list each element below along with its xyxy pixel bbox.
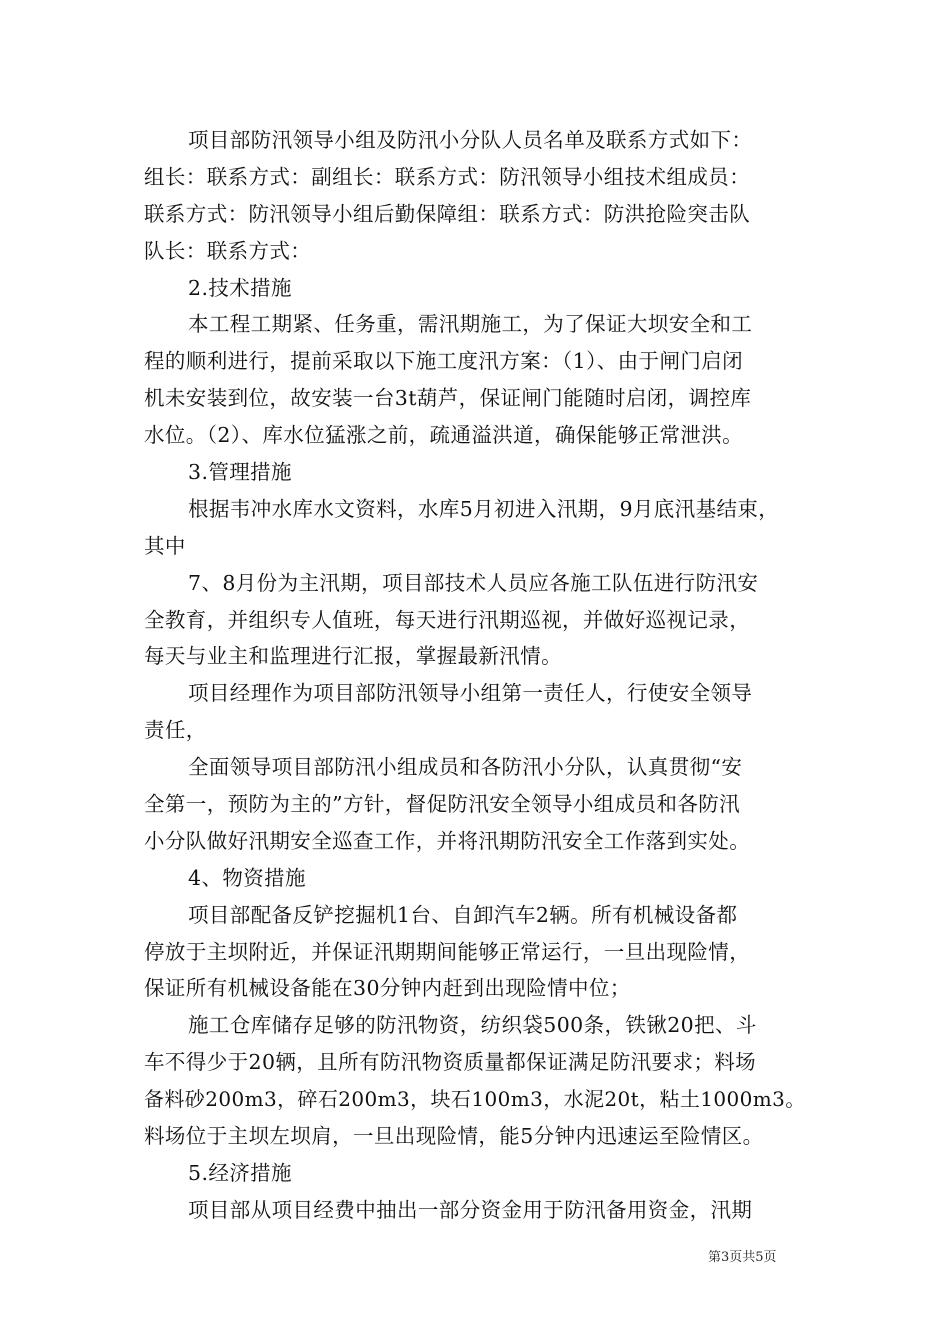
text-line: 2.技术措施 [188,275,292,300]
text-line: 全第一，预防为主的”方针，督促防汛安全领导小组成员和各防汛 [144,792,741,817]
text-line: 项目部防汛领导小组及防汛小分队人员名单及联系方式如下： [188,128,753,152]
text-line: 7、8月份为主汛期，项目部技术人员应各施工队伍进行防汛安 [188,570,759,595]
text-line: 车不得少于20辆，且所有防汛物资质量都保证满足防汛要求；料场 [144,1050,757,1075]
text-line: 程的顺利进行，提前采取以下施工度汛方案：（1）、由于闸门启闭 [144,349,744,374]
text-line: 本工程工期紧、任务重，需汛期施工，为了保证大坝安全和工 [188,312,753,337]
text-line: 5.经济措施 [188,1160,292,1185]
text-line: 项目部从项目经费中抽出一部分资金用于防汛备用资金，汛期 [188,1197,753,1222]
text-line: 项目部配备反铲挖掘机1台、自卸汽车2辆。所有机械设备都 [188,902,738,927]
text-line: 全面领导项目部防汛小组成员和各防汛小分队，认真贯彻“安 [188,755,743,780]
text-line: 机未安装到位，故安装一台3t葫芦，保证闸门能随时启闭，调控库 [144,386,752,411]
text-line: 料场位于主坝左坝肩，一旦出现险情，能5分钟内迅速运至险情区。 [144,1124,764,1149]
text-line: 全教育，并组织专人值班，每天进行汛期巡视，并做好巡视记录， [144,607,751,632]
text-line: 联系方式：防汛领导小组后勤保障组：联系方式：防洪抢险突击队 [144,201,751,226]
text-line: 根据韦冲水库水文资料，水库5月初进入汛期，9月底汛基结束， [188,496,780,521]
text-line: 队长：联系方式： [144,238,312,263]
text-line: 3.管理措施 [188,460,292,485]
text-line: 停放于主坝附近，并保证汛期期间能够正常运行，一旦出现险情， [144,939,751,964]
text-line: 水位。（2）、库水位猛涨之前，疏通溢洪道，确保能够正常泄洪。 [144,423,744,448]
text-line: 小分队做好汛期安全巡查工作，并将汛期防汛安全工作落到实处。 [144,828,751,853]
text-line: 责任， [144,718,207,743]
document-body [144,122,808,1229]
text-line: 项目经理作为项目部防汛领导小组第一责任人，行使安全领导 [188,681,753,706]
text-line: 组长：联系方式：副组长：联系方式：防汛领导小组技术组成员： [144,164,751,189]
text-line: 施工仓库储存足够的防汛物资，纺织袋500条，铁锹20把、斗 [188,1013,757,1038]
text-line: 每天与业主和监理进行汇报，掌握最新汛情。 [144,644,562,669]
page-number: 第3页共5页 [708,1250,777,1265]
text-line: 其中 [144,533,186,558]
text-line: 4、物资措施 [188,865,306,890]
text-line: 保证所有机械设备能在30分钟内赶到出现险情中位； [144,976,631,1001]
text-line: 备料砂200m3，碎石200m3，块石100m3，水泥20t，粘土1000m3。 [144,1087,806,1112]
